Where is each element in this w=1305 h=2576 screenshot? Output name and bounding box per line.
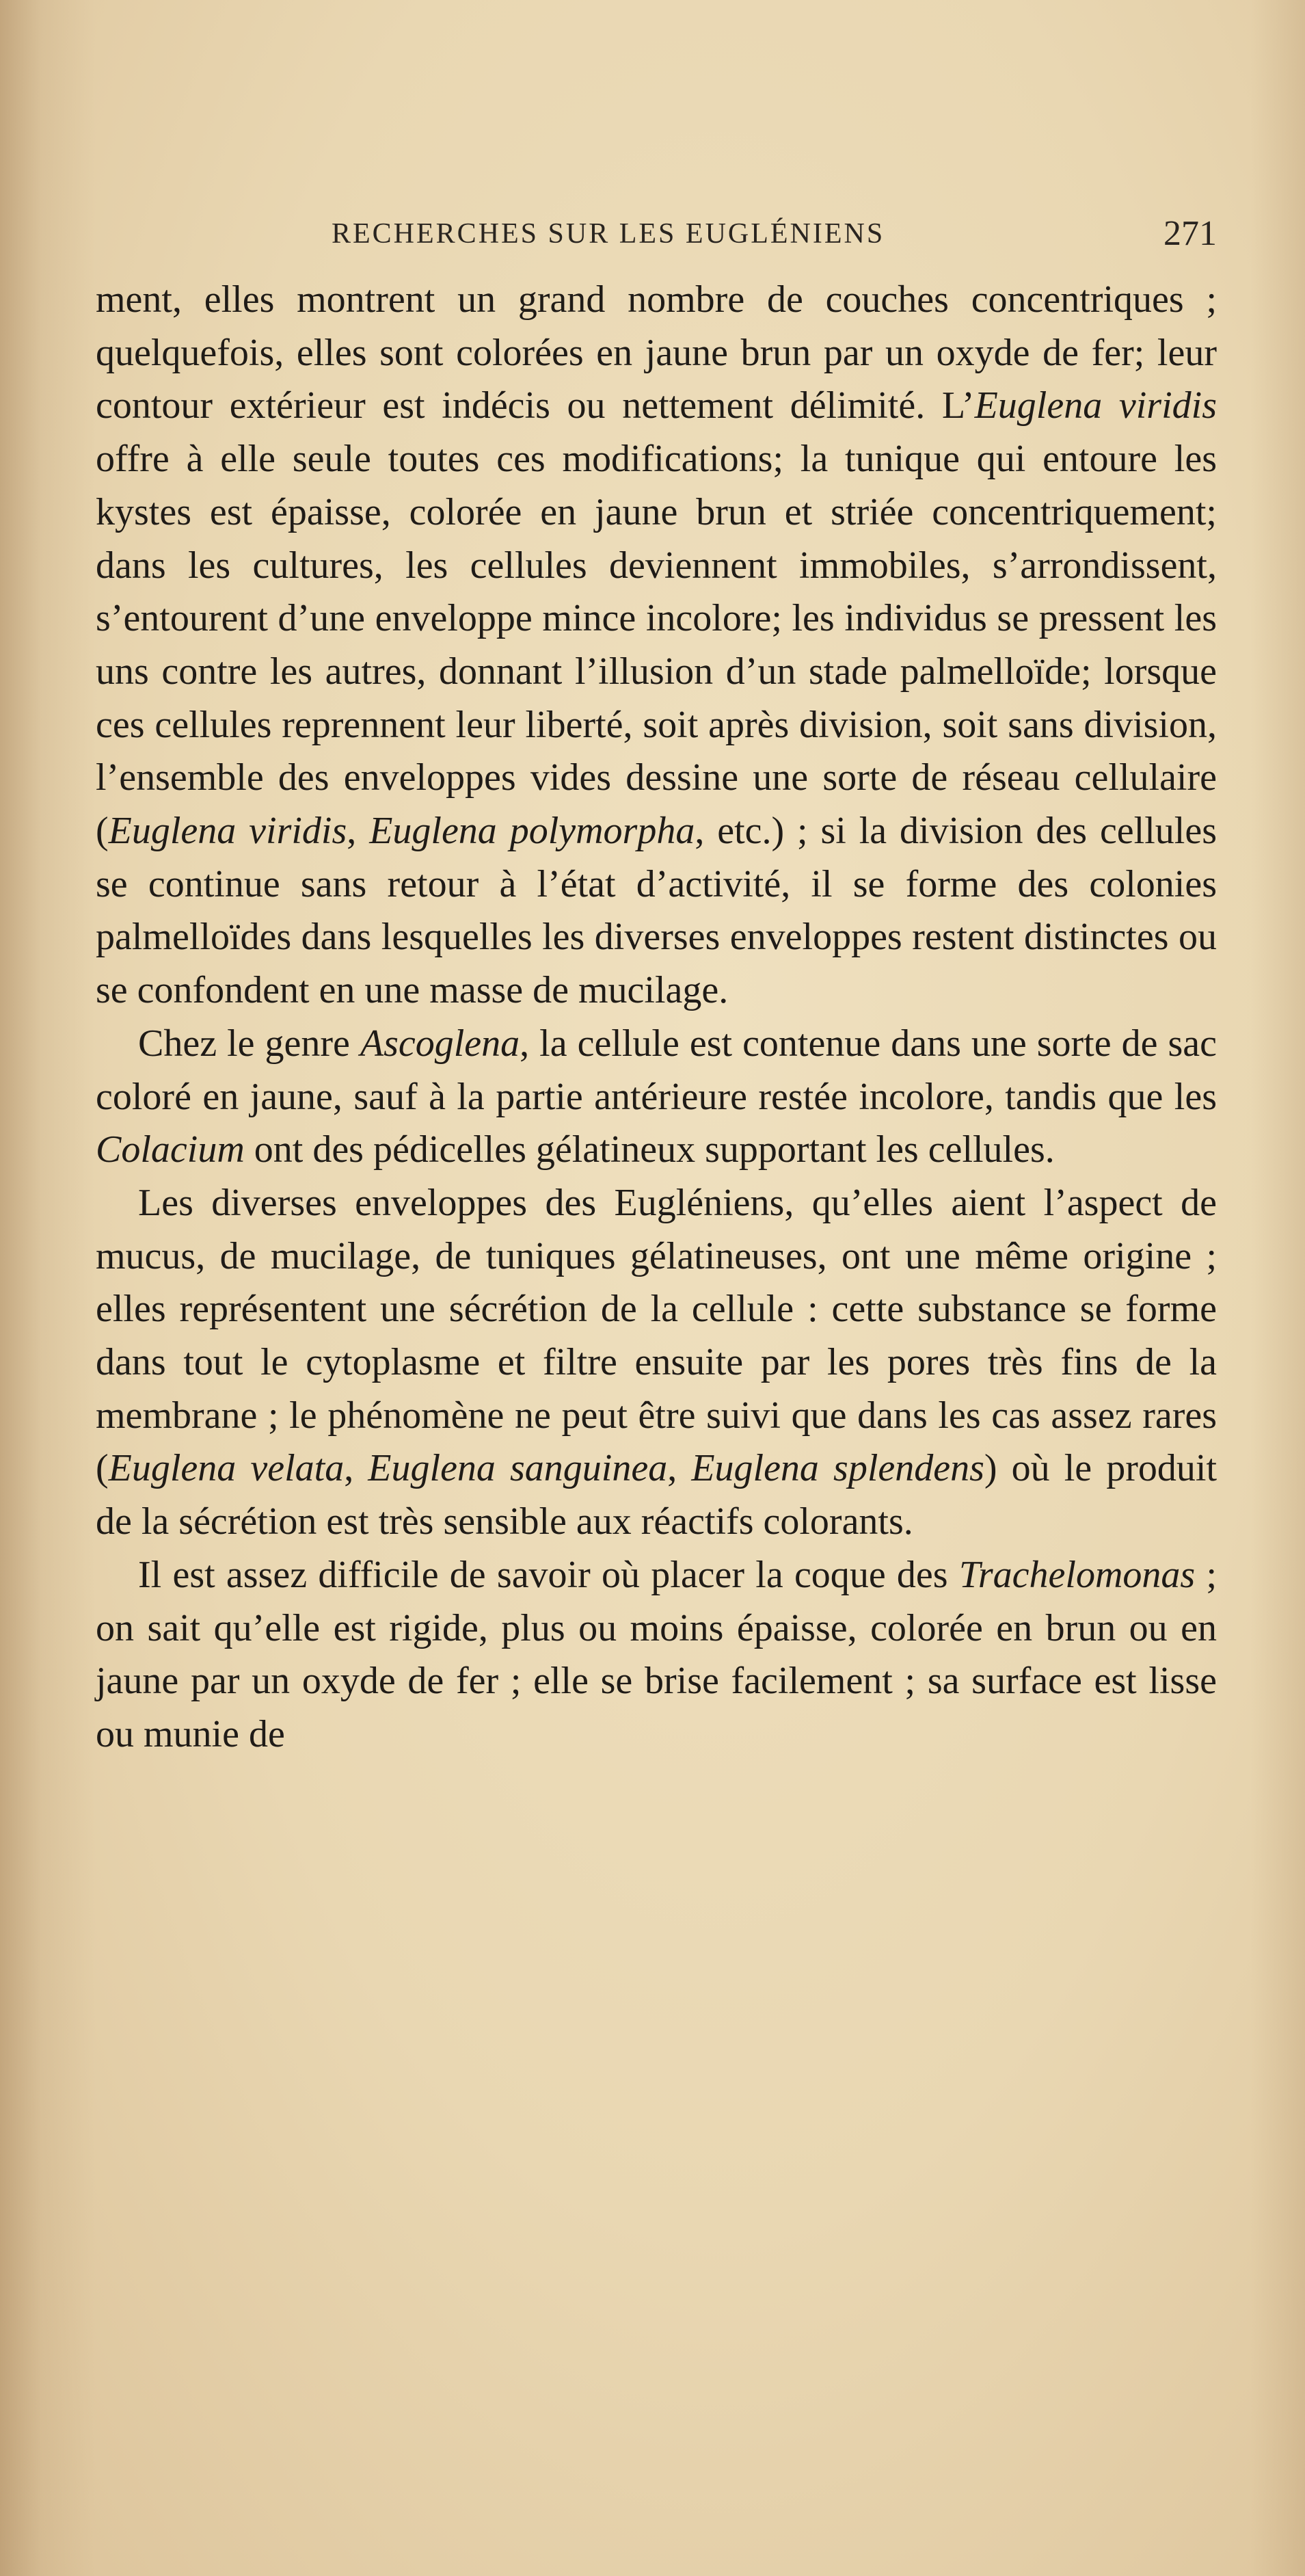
running-title: RECHERCHES SUR LES EUGLÉNIENS [332,218,885,250]
species-name: Euglena polymorpha [369,810,695,853]
text-span: , [667,1447,692,1490]
text-span: ment, elles montrent un grand nombre de couches concentriques ; quelquefois, elles sont colorées en jaune brun par un oxyde de fer; leur contour extérieur est indécis ou nettement délimité. L’ [96,278,1217,427]
text-span: , [347,810,370,853]
genus-name: Colacium [96,1128,245,1171]
species-name: Euglena viridis [974,384,1217,427]
species-name: Euglena sanguinea [368,1447,668,1490]
text-span: Chez le genre [138,1022,360,1065]
text-span: ) où le produit de la sécrétion est très sensible aux réactifs colorants. [96,1447,1217,1543]
text-span: ont des pédicelles gélatineux supportant les cellules. [244,1128,1055,1171]
body-text [96,274,1217,1762]
text-span: , [344,1447,368,1490]
text-span: , la cellule est contenue dans une sorte de sac coloré en jaune, sauf à la partie antérieure restée incolore, tandis que les [96,1022,1217,1118]
paragraph-4 [96,1549,1217,1762]
page-number: 271 [1163,214,1217,253]
species-name: Euglena splendens [691,1447,984,1490]
text-span: Les diverses enveloppes des Eugléniens, qu’elles aient l’aspect de mucus, de mucilage, de tuniques gélatineuses, ont une même origine ; elles représentent une sécrétion de la cellule : cette substance se forme dans tout le cytoplasme et filtre ensuite par les pores très fins de la membrane ; le phénomène ne peut être suivi que dans les cas assez rares ( [96,1181,1217,1490]
paragraph-3 [96,1177,1217,1549]
text-span: offre à elle seule toutes ces modifications; la tunique qui entoure les kystes est épaisse, colorée en jaune brun et striée concentriquement; dans les cultures, les cellules deviennent immobiles, s’arrondissent, s’entourent d’une enveloppe mince incolore; les individus se pressent les uns contre les autres, donnant l’illusion d’un stade palmelloïde; lorsque ces cellules reprennent leur liberté, soit après division, soit sans division, l’ensemble des enveloppes vides dessine une sorte de réseau cellulaire ( [96,438,1217,853]
species-name: Euglena velata [108,1447,345,1490]
paragraph-1 [96,274,1217,1018]
text-span: ; on sait qu’elle est rigide, plus ou moins épaisse, colorée en brun ou en jaune par un oxyde de fer ; elle se brise facilement ; sa surface est lisse ou munie de [96,1553,1217,1755]
paragraph-2 [96,1018,1217,1177]
page-header [96,214,1217,258]
text-span: , etc.) ; si la division des cellules se continue sans retour à l’état d’activité, il se forme des colonies palmelloïdes dans lesquelles les diverses enveloppes restent distinctes ou se confondent en une masse de mucilage. [96,810,1217,1012]
genus-name: Trachelomonas [958,1553,1196,1596]
text-span: Il est assez difficile de savoir où placer la coque des [138,1553,959,1596]
genus-name: Ascoglena [360,1022,520,1065]
species-name: Euglena viridis [108,810,347,853]
